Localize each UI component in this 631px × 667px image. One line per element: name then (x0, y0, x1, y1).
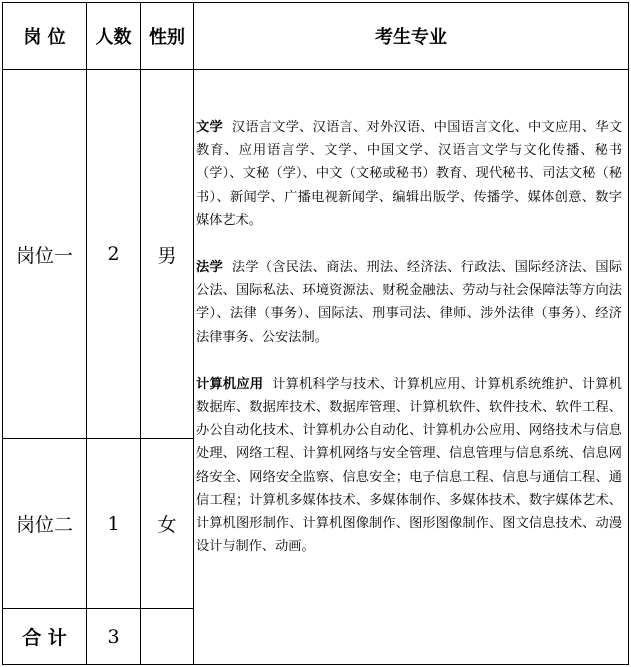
row1-gender: 男 (157, 244, 177, 267)
row1-count: 2 (107, 243, 120, 265)
header-position: 岗 位 (23, 27, 66, 48)
major-text: 法学（含民法、商法、刑法、经济法、行政法、国际经济法、国际公法、国际私法、环境资源法、财税金融法、劳动与社会保障法等方向法学）、法律（事务）、国际法、刑事司法、律师、涉外法律（事务）、经济法律事务、公安法制。 (196, 260, 623, 345)
major-block-law (196, 256, 622, 349)
header-count: 人数 (95, 27, 132, 48)
row2-gender: 女 (157, 514, 177, 536)
major-text: 汉语言文学、汉语言、对外汉语、中国语言文化、中文应用、华文教育、应用语言学、文学、中国文学、汉语言文学与文化传播、秘书（学）、文秘（学）、中文（文秘或秘书）教育、现代秘书、司法文秘（秘书）、新闻学、广播电视新闻学、编辑出版学、传播学、媒体创意、数字媒体艺术。 (196, 120, 623, 228)
major-block-literature (196, 116, 622, 232)
major-category: 文学 (196, 120, 223, 135)
table-border-bottom (2, 664, 629, 665)
row2-count: 1 (107, 512, 120, 535)
header-major: 考生专业 (375, 27, 447, 48)
table-border-right (628, 2, 629, 665)
major-category: 法学 (196, 260, 223, 276)
col-divider-3 (193, 2, 194, 665)
row1-position: 岗位一 (15, 244, 73, 267)
major-block-computer (196, 373, 622, 559)
major-text: 计算机科学与技术、计算机应用、计算机系统维护、计算机数据库、数据库技术、数据库管理、计算机软件、软件技术、软件工程、办公自动化技术、计算机办公自动化、计算机办公应用、网络技术与信息处理、网络工程、计算机网络与安全管理、信息管理与信息系统、信息网络安全、网络安全监察、信息安全；电子信息工程、信息与通信工程、通信工程；计算机多媒体技术、多媒体制作、多媒体技术、数字媒体艺术、计算机图形制作、计算机图像制作、图形图像制作、图文信息技术、动漫设计与制作、动画。 (196, 376, 622, 555)
row2-position: 岗位二 (15, 514, 73, 536)
major-list (196, 116, 622, 582)
major-category: 计算机应用 (196, 376, 264, 392)
total-label: 合 计 (22, 627, 67, 649)
total-count: 3 (107, 625, 120, 648)
header-gender: 性别 (149, 27, 185, 48)
